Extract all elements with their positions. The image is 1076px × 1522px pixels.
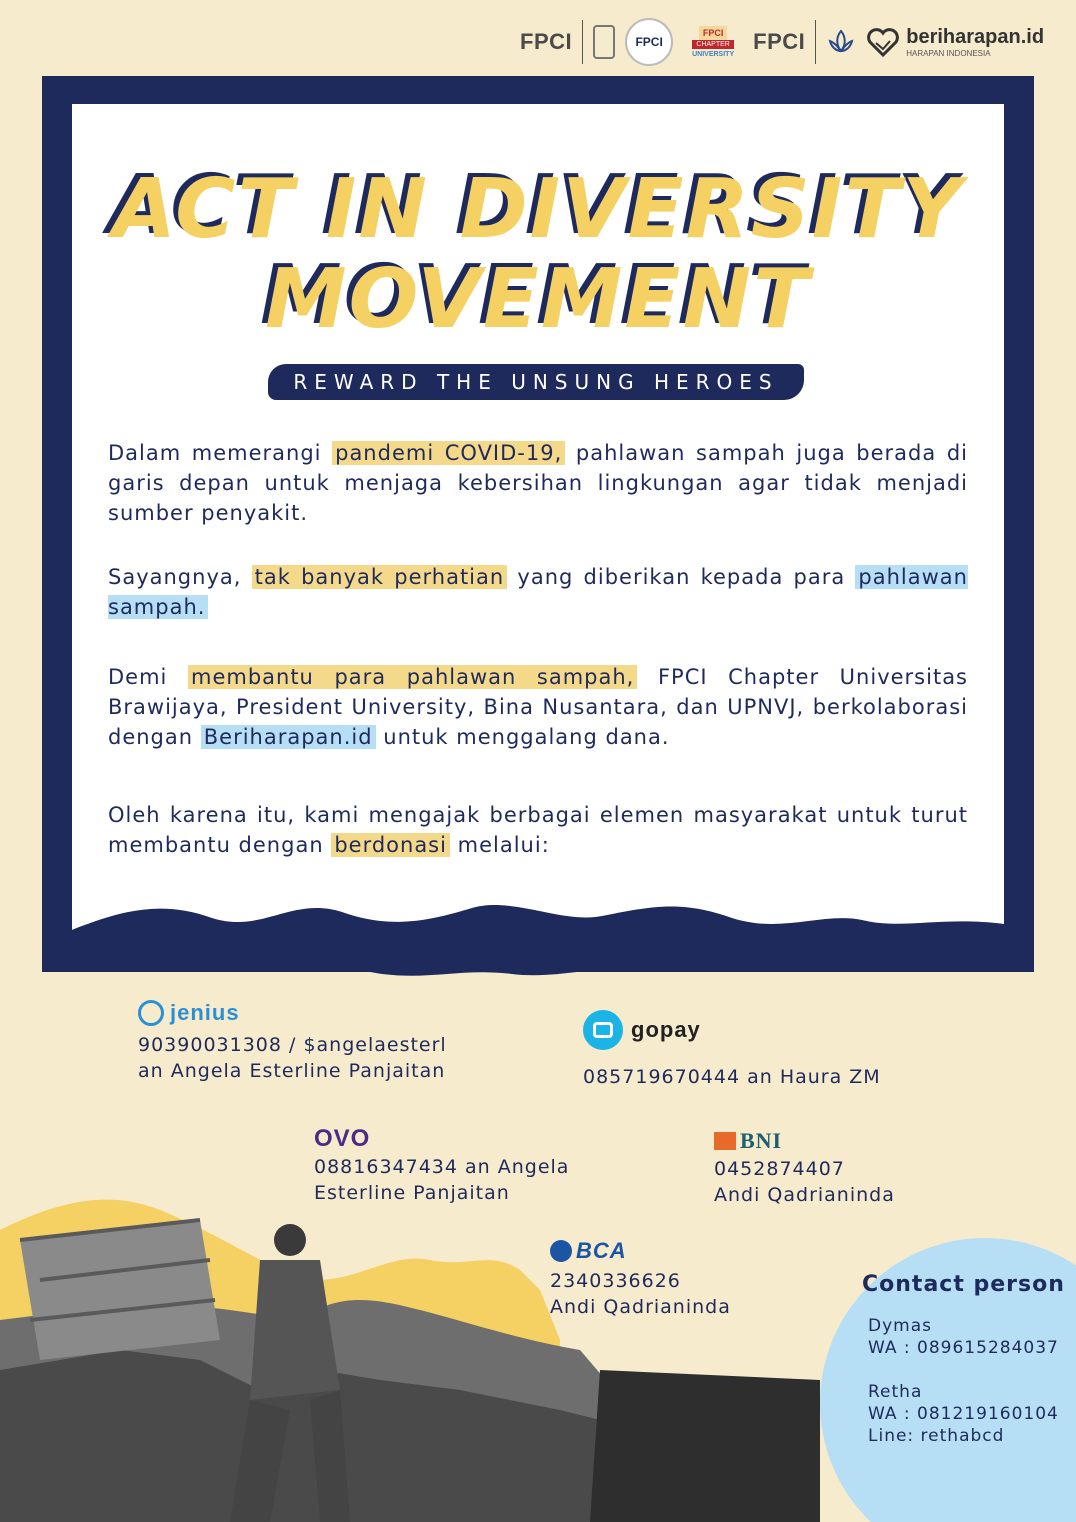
fpci-logo: FPCI <box>520 29 573 54</box>
bca-logo: BCA <box>550 1238 731 1264</box>
contact-1-name: Dymas <box>868 1316 932 1336</box>
ovo-logo: OVO <box>314 1125 371 1152</box>
contact-title: Contact person <box>862 1272 1065 1297</box>
paragraph-4: Oleh karena itu, kami mengajak berbagai elemen masyarakat untuk turut membantu dengan berdonasi melalui: <box>108 803 968 857</box>
torn-edge <box>42 890 1034 980</box>
bni-mark-icon <box>714 1132 736 1150</box>
heart-hands-icon <box>866 25 900 59</box>
contact-details <box>868 1315 1059 1447</box>
paragraph-1: Dalam memerangi pandemi COVID-19, pahlawan sampah juga berada di garis depan untuk menjaga kebersihan lingkungan agar tidak menjadi sumber penyakit. <box>108 441 968 525</box>
subtitle: REWARD THE UNSUNG HEROES <box>293 370 779 394</box>
bca-mark-icon <box>550 1240 572 1262</box>
contact-2-line: Line: rethabcd <box>868 1426 1005 1446</box>
highlight: berdonasi <box>331 833 450 857</box>
bni-account: 0452874407 <box>714 1158 845 1180</box>
jenius-logo: jenius <box>138 1000 447 1026</box>
wallet-icon <box>583 1010 623 1050</box>
ovo-account: 08816347434 an Angela <box>314 1156 570 1178</box>
highlight-blue: Beriharapan.id <box>201 725 376 749</box>
brand-tagline: HARAPAN INDONESIA <box>906 49 991 58</box>
beriharapan-logo <box>866 25 1044 59</box>
jenius-name: an Angela Esterline Panjaitan <box>138 1060 446 1082</box>
lotus-icon <box>826 27 856 57</box>
jenius-account: 90390031308 / $angelaesterl <box>138 1034 447 1056</box>
bca-account: 2340336626 <box>550 1270 681 1292</box>
subtitle-banner <box>268 364 804 400</box>
highlight: membantu para pahlawan sampah, <box>188 665 637 689</box>
title-line-2: MOVEMENT <box>264 252 812 347</box>
ovo-name: Esterline Panjaitan <box>314 1182 510 1204</box>
contact-2-name: Retha <box>868 1382 923 1402</box>
fpci-logo-2: FPCI <box>753 29 806 54</box>
partner-logos <box>520 14 1066 70</box>
divider <box>582 20 583 64</box>
paragraph-2: Sayangnya, tak banyak perhatian yang diberikan kepada para pahlawan sampah. <box>108 565 968 619</box>
jenius-payment <box>138 1000 447 1084</box>
bni-payment <box>714 1128 895 1208</box>
bca-name: Andi Qadrianinda <box>550 1296 731 1318</box>
gopay-account: 085719670444 an Haura ZM <box>583 1066 881 1088</box>
ovo-payment <box>314 1126 569 1206</box>
gopay-payment <box>583 1010 881 1090</box>
fpci-circle-logo: FPCI <box>625 18 673 66</box>
bni-logo: BNI <box>714 1128 895 1154</box>
fpci-chapter-logo: FPCI CHAPTER UNIVERSITY <box>692 28 735 58</box>
divider <box>815 20 816 64</box>
paragraph-3: Demi membantu para pahlawan sampah, FPCI Chapter Universitas Brawijaya, President University, Bina Nusantara, dan UPNVJ, berkolaborasi dengan Beriharapan.id untuk menggalang dana. <box>108 665 968 749</box>
contact-1-wa: WA : 089615284037 <box>868 1338 1059 1358</box>
brand-name: beriharapan.id <box>906 26 1045 48</box>
contact-2-wa: WA : 081219160104 <box>868 1404 1059 1424</box>
title-line-1: ACT IN DIVERSITY <box>112 162 964 257</box>
university-crest-icon <box>593 25 615 59</box>
gopay-logo: gopay <box>583 1010 881 1050</box>
jenius-icon <box>138 1000 164 1026</box>
highlight: pandemi COVID-19, <box>332 441 565 465</box>
highlight-blue: pahlawan sampah. <box>108 565 968 619</box>
bca-payment <box>550 1238 731 1320</box>
bni-name: Andi Qadrianinda <box>714 1184 895 1206</box>
highlight: tak banyak perhatian <box>252 565 508 589</box>
